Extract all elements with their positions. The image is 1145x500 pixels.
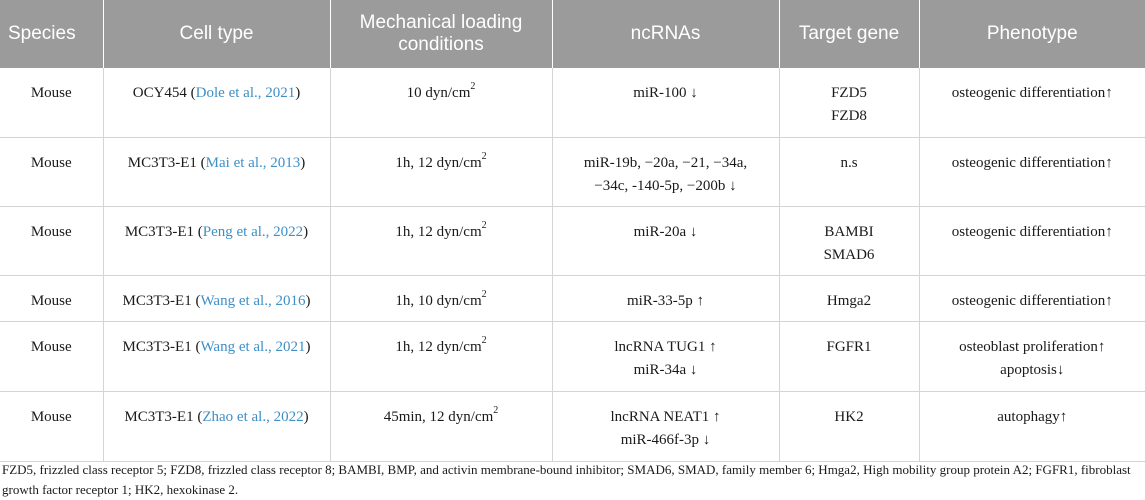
target-line: FGFR1	[826, 339, 872, 355]
ncrna-cell	[552, 276, 779, 322]
target-line: SMAD6	[823, 247, 875, 263]
ncrna-line: miR-20a ↓	[633, 224, 698, 240]
phenotype-line: osteogenic differentiation↑	[951, 155, 1113, 171]
target-cell	[779, 276, 919, 322]
phenotype-cell	[919, 276, 1145, 322]
ncrna-line: −34c, -140-5p, −200b ↓	[594, 178, 737, 194]
target-line: HK2	[834, 409, 864, 425]
ncrna-line: lncRNA TUG1 ↑	[614, 339, 717, 355]
loading-cell	[330, 392, 552, 462]
cell-line: MC3T3-E1	[124, 224, 194, 240]
phenotype-cell	[919, 392, 1145, 462]
cell-line: MC3T3-E1	[124, 409, 194, 425]
species-cell: Mouse	[0, 392, 103, 462]
ncrna-line: miR-33-5p ↑	[626, 293, 705, 309]
species-cell: Mouse	[0, 322, 103, 392]
loading-cell	[330, 68, 552, 138]
citation-link[interactable]: Mai et al., 2013	[205, 155, 301, 171]
table-row	[0, 207, 1145, 276]
target-line: Hmga2	[826, 293, 872, 309]
loading-value: 1h, 10 dyn/cm	[395, 293, 482, 309]
ncrna-cell	[552, 207, 779, 276]
loading-exponent: 2	[493, 405, 499, 416]
citation-link[interactable]: Dole et al., 2021	[195, 85, 296, 101]
cell-type-cell: MC3T3-E1 (Mai et al., 2013)	[103, 138, 330, 207]
loading-value: 1h, 12 dyn/cm	[395, 155, 482, 171]
cell-type-cell: MC3T3-E1 (Zhao et al., 2022)	[103, 392, 330, 462]
citation-link[interactable]: Zhao et al., 2022	[202, 409, 304, 425]
table-row	[0, 322, 1145, 392]
loading-value: 45min, 12 dyn/cm	[383, 409, 494, 425]
ncrna-cell	[552, 322, 779, 392]
cell-type-cell: MC3T3-E1 (Wang et al., 2021)	[103, 322, 330, 392]
phenotype-line: osteoblast proliferation↑	[959, 339, 1106, 355]
ncrna-line: miR-466f-3p ↓	[620, 432, 711, 448]
table-row	[0, 392, 1145, 462]
phenotype-cell	[919, 138, 1145, 207]
ncrna-cell	[552, 138, 779, 207]
ncrna-line: miR-34a ↓	[633, 362, 698, 378]
header-row	[0, 0, 1145, 68]
phenotype-line: osteogenic differentiation↑	[951, 293, 1113, 309]
cell-type-cell: MC3T3-E1 (Wang et al., 2016)	[103, 276, 330, 322]
phenotype-line: osteogenic differentiation↑	[951, 85, 1113, 101]
target-line: BAMBI	[824, 224, 874, 240]
target-cell	[779, 68, 919, 138]
loading-exponent: 2	[481, 220, 487, 231]
target-line: FZD5	[831, 85, 867, 101]
citation-link[interactable]: Peng et al., 2022	[202, 224, 304, 240]
loading-exponent: 2	[481, 289, 487, 300]
header-cell-type: Cell type	[103, 0, 330, 68]
ncrna-line: miR-100 ↓	[633, 85, 698, 101]
phenotype-line: autophagy↑	[997, 409, 1068, 425]
cell-line: MC3T3-E1	[122, 339, 192, 355]
loading-exponent: 2	[481, 151, 487, 162]
loading-value: 10 dyn/cm	[406, 85, 471, 101]
phenotype-cell	[919, 68, 1145, 138]
cell-type-cell: MC3T3-E1 (Peng et al., 2022)	[103, 207, 330, 276]
species-cell: Mouse	[0, 138, 103, 207]
header-species: Species	[0, 0, 103, 68]
loading-cell	[330, 322, 552, 392]
loading-cell	[330, 207, 552, 276]
cell-type-cell: OCY454 (Dole et al., 2021)	[103, 68, 330, 138]
loading-cell	[330, 138, 552, 207]
table-row	[0, 138, 1145, 207]
target-cell	[779, 322, 919, 392]
loading-value: 1h, 12 dyn/cm	[395, 224, 482, 240]
header-phenotype: Phenotype	[919, 0, 1145, 68]
ncrna-cell	[552, 68, 779, 138]
header-ncrnas: ncRNAs	[552, 0, 779, 68]
table-footnote: FZD5, frizzled class receptor 5; FZD8, frizzled class receptor 8; BAMBI, BMP, and activin membrane-bound inhibitor; SMAD6, SMAD, family member 6; Hmga2, High mobility group protein A2; FGFR1, fibroblast growth factor receptor 1; HK2, hexokinase 2.	[2, 462, 1131, 497]
header-loading: Mechanical loading conditions	[330, 0, 552, 68]
cell-line: OCY454	[132, 85, 187, 101]
ncrna-cell	[552, 392, 779, 462]
target-cell	[779, 207, 919, 276]
target-cell	[779, 138, 919, 207]
target-line: FZD8	[831, 108, 867, 124]
phenotype-line: apoptosis↓	[1000, 362, 1065, 378]
target-cell	[779, 392, 919, 462]
header-target-gene: Target gene	[779, 0, 919, 68]
phenotype-cell	[919, 322, 1145, 392]
phenotype-line: osteogenic differentiation↑	[951, 224, 1113, 240]
cell-line: MC3T3-E1	[127, 155, 197, 171]
ncrna-line: lncRNA NEAT1 ↑	[610, 409, 721, 425]
target-line: n.s	[840, 155, 858, 171]
species-cell: Mouse	[0, 276, 103, 322]
citation-link[interactable]: Wang et al., 2016	[200, 293, 306, 309]
species-cell: Mouse	[0, 207, 103, 276]
loading-exponent: 2	[481, 335, 487, 346]
citation-link[interactable]: Wang et al., 2021	[200, 339, 306, 355]
table-row	[0, 68, 1145, 138]
loading-cell	[330, 276, 552, 322]
species-cell: Mouse	[0, 68, 103, 138]
loading-exponent: 2	[470, 81, 476, 92]
phenotype-cell	[919, 207, 1145, 276]
table-row	[0, 276, 1145, 322]
loading-value: 1h, 12 dyn/cm	[395, 339, 482, 355]
ncrna-line: miR-19b, −20a, −21, −34a,	[583, 155, 748, 171]
cell-line: MC3T3-E1	[122, 293, 192, 309]
